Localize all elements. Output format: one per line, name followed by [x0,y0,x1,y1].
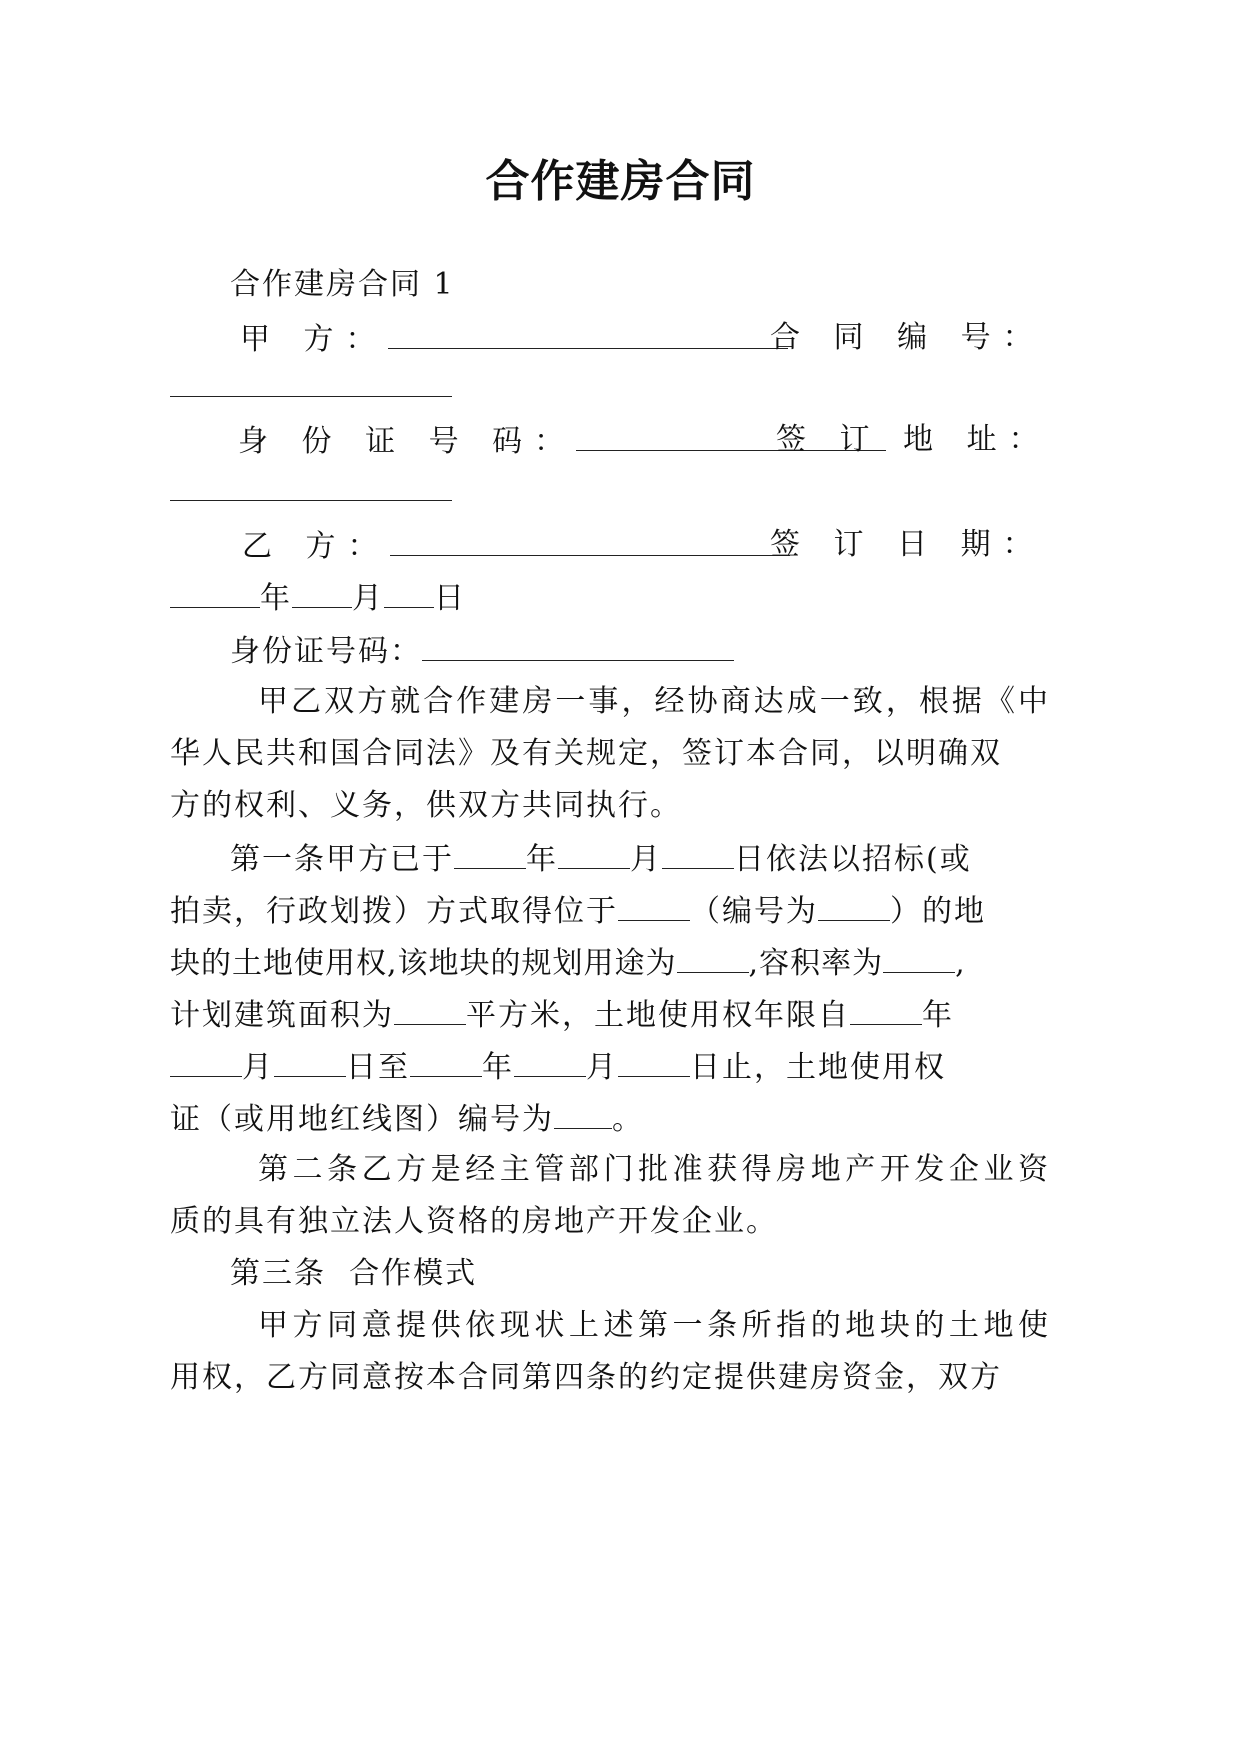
party-a-label: 甲 方： [240,322,388,357]
contract-no-row [170,366,1030,408]
party-b-blank[interactable] [390,525,790,556]
blank[interactable] [454,838,526,869]
party-b-id-row [230,630,1090,672]
party-b-row [242,525,802,567]
date-year-blank[interactable] [170,577,260,608]
article-1-line-5 [170,1046,1030,1088]
article-1-text: 拍卖，行政划拨）方式取得位于 [170,894,618,929]
blank[interactable] [618,1046,690,1077]
article-1-text: 年 [482,1050,514,1085]
article-1-text: 第一条甲方已于 [230,842,454,877]
article-1-text: 。 [612,1102,644,1137]
article-3-line-2: 用权，乙方同意按本合同第四条的约定提供建房资金，双方 [170,1360,1002,1395]
article-1-text: 月 [242,1050,274,1085]
article-1-text: ）的地 [890,894,986,929]
blank[interactable] [850,994,922,1025]
article-2-line-1: 第二条乙方是经主管部门批准获得房地产开发企业资 [258,1152,1050,1187]
date-month-label: 月 [352,581,384,616]
contract-subtitle: 合作建房合同 1 [230,267,455,302]
article-1-text: 年 [922,998,954,1033]
sign-address-label: 签 订 地 址： [776,422,1051,457]
blank[interactable] [558,838,630,869]
party-b-id-blank[interactable] [422,630,734,661]
blank[interactable] [618,890,690,921]
article-1-text: , [955,946,966,981]
article-1-text: 块的土地使用权,该地块的规划用途为 [170,946,677,981]
article-1-text: 平方米，土地使用权年限自 [466,998,850,1033]
article-3-heading: 第三条 合作模式 [230,1256,478,1291]
blank[interactable] [662,838,734,869]
party-a-id-label: 身 份 证 号 码： [238,424,577,459]
article-1-line-6 [170,1098,1030,1140]
blank[interactable] [410,1046,482,1077]
contract-no-label: 合 同 编 号： [770,320,1045,355]
date-day-label: 日 [434,581,466,616]
article-1-text: ,容积率为 [748,946,884,981]
article-1-text: 年 [526,842,558,877]
article-1-text: 证（或用地红线图）编号为 [170,1102,554,1137]
date-year-label: 年 [260,581,292,616]
blank[interactable] [554,1098,612,1129]
blank[interactable] [170,1046,242,1077]
blank[interactable] [883,942,955,973]
sign-date-row [170,577,1030,619]
party-a-id-row [238,420,798,462]
intro-line-1: 甲乙双方就合作建房一事，经协商达成一致，根据《中 [258,684,1050,719]
article-1-line-4 [170,994,1030,1036]
document-title: 合作建房合同 [485,156,756,207]
article-3-line-1: 甲方同意提供依现状上述第一条所指的地块的土地使 [258,1308,1050,1343]
party-b-label: 乙 方： [242,529,390,564]
contract-no-blank[interactable] [170,366,452,397]
sign-address-blank[interactable] [170,470,452,501]
sign-address-row [170,470,1030,512]
article-2-line-2: 质的具有独立法人资格的房地产开发企业。 [170,1204,778,1239]
date-day-blank[interactable] [384,577,434,608]
article-1-text: 计划建筑面积为 [170,998,394,1033]
date-month-blank[interactable] [292,577,352,608]
blank[interactable] [274,1046,346,1077]
article-1-line-2 [170,890,1030,932]
blank[interactable] [394,994,466,1025]
article-1-text: 日至 [346,1050,410,1085]
blank[interactable] [514,1046,586,1077]
article-1-text: （编号为 [690,894,818,929]
article-1-text: 日止，土地使用权 [690,1050,946,1085]
article-1-line-1 [230,838,1090,880]
article-1-line-3 [170,942,1030,984]
article-1-text: 月 [630,842,662,877]
party-a-blank[interactable] [388,318,788,349]
intro-line-2: 华人民共和国合同法》及有关规定，签订本合同，以明确双 [170,736,1002,771]
article-1-text: 日依法以招标(或 [734,842,972,877]
intro-line-3: 方的权利、义务，供双方共同执行。 [170,788,682,823]
article-1-text: 月 [586,1050,618,1085]
blank[interactable] [818,890,890,921]
party-b-id-label: 身份证号码： [230,634,422,669]
sign-date-label: 签 订 日 期： [770,527,1045,562]
blank[interactable] [677,942,749,973]
